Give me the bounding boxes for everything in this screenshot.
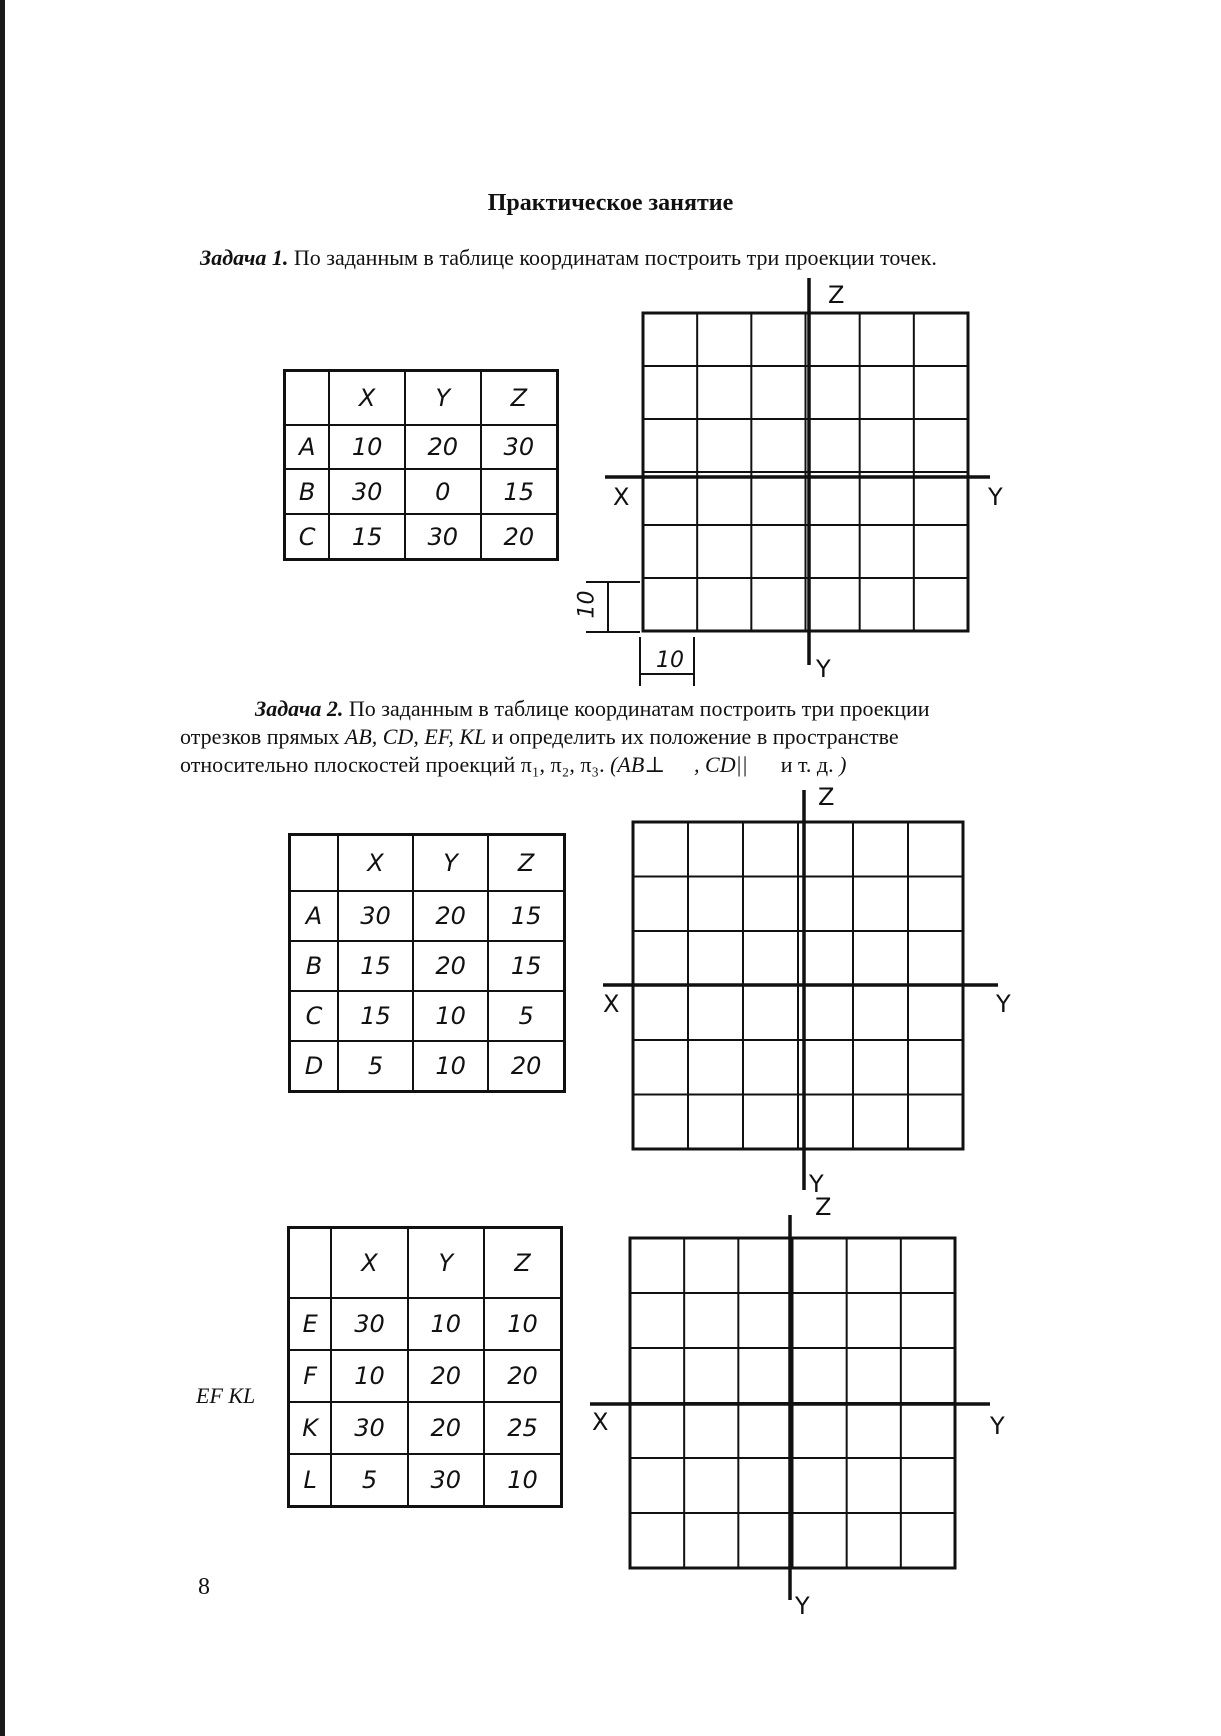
coord-z: 20	[488, 1041, 564, 1092]
coord-y: 10	[413, 1041, 488, 1092]
header-z: Z	[484, 1228, 562, 1298]
axis-y-label: Y	[816, 655, 831, 683]
axis-z-label: Z	[828, 281, 845, 309]
header-x: X	[338, 835, 413, 891]
header-y: Y	[413, 835, 488, 891]
task2-hint-end: и т. д.	[780, 752, 834, 777]
task1-text: По заданным в таблице координатам построить три проекции точек.	[293, 245, 937, 270]
coord-x: 15	[329, 514, 405, 560]
page-number: 8	[198, 1574, 210, 1600]
coord-y: 30	[405, 514, 481, 560]
coord-x: 30	[331, 1402, 407, 1454]
header-x: X	[329, 371, 405, 425]
coord-x: 5	[338, 1041, 413, 1092]
task2-line3-prefix: относительно плоскостей проекций	[180, 752, 516, 777]
point-name: F	[289, 1350, 332, 1402]
coord-z: 20	[484, 1350, 562, 1402]
coord-x: 15	[338, 991, 413, 1041]
coord-x: 30	[329, 469, 405, 514]
side-note: EF KL	[196, 1383, 256, 1408]
point-name: C	[290, 991, 338, 1041]
coord-z: 15	[481, 469, 558, 514]
projection-grid-2	[603, 790, 998, 1190]
task1-label: Задача 1.	[200, 245, 289, 270]
coord-x: 10	[331, 1350, 407, 1402]
coord-z: 10	[484, 1298, 562, 1350]
coord-x: 10	[329, 425, 405, 470]
point-name: D	[290, 1041, 338, 1092]
point-name: A	[285, 425, 330, 470]
coord-x: 30	[331, 1298, 407, 1350]
scale-label-vertical: 10	[574, 590, 600, 619]
axis-y-label: Y	[996, 990, 1011, 1018]
task2-planes: π₁, π₂, π₃.	[520, 752, 605, 777]
axis-y-label: Y	[990, 1412, 1005, 1440]
page-title: Практическое занятие	[487, 190, 734, 216]
header-x: X	[331, 1228, 407, 1298]
projection-grid-1	[605, 278, 990, 665]
point-name: C	[285, 514, 330, 560]
header-z: Z	[481, 371, 558, 425]
coord-y: 0	[405, 469, 481, 514]
scale-label-horizontal: 10	[656, 648, 684, 673]
coord-y: 20	[408, 1350, 484, 1402]
axis-y-label: Y	[809, 1170, 824, 1198]
point-name: B	[285, 469, 330, 514]
coord-z: 25	[484, 1402, 562, 1454]
coord-y: 20	[413, 891, 488, 941]
point-name: A	[290, 891, 338, 941]
task2-line2-suffix: и определить их положение в пространстве	[491, 724, 899, 749]
point-name: E	[289, 1298, 332, 1350]
coord-z: 5	[488, 991, 564, 1041]
axis-z-label: Z	[818, 783, 835, 811]
axis-y-label: Y	[988, 483, 1003, 511]
task2-hint-close: )	[839, 752, 847, 777]
coord-y: 20	[405, 425, 481, 470]
projection-grid-3	[590, 1215, 990, 1600]
coord-z: 10	[484, 1454, 562, 1507]
coord-y: 30	[408, 1454, 484, 1507]
coord-y: 10	[413, 991, 488, 1041]
axis-x-label: X	[613, 483, 630, 511]
coord-x: 5	[331, 1454, 407, 1507]
header-z: Z	[488, 835, 564, 891]
point-name: K	[289, 1402, 332, 1454]
coord-y: 20	[413, 941, 488, 991]
coord-y: 10	[408, 1298, 484, 1350]
coord-y: 20	[408, 1402, 484, 1454]
task2-line1-text: По заданным в таблице координатам построить три проекции	[348, 696, 930, 721]
coord-z: 20	[481, 514, 558, 560]
task2-hint-cd: , CD||	[694, 752, 748, 777]
axis-x-label: X	[603, 990, 620, 1018]
point-name: L	[289, 1454, 332, 1507]
task2-label: Задача 2.	[255, 696, 344, 721]
axis-z-label: Z	[815, 1193, 832, 1221]
axis-y-label: Y	[795, 1592, 810, 1620]
header-y: Y	[408, 1228, 484, 1298]
task2-hint-ab: (AB⊥	[610, 752, 666, 777]
coord-z: 15	[488, 891, 564, 941]
header-y: Y	[405, 371, 481, 425]
coord-x: 30	[338, 891, 413, 941]
axis-x-label: X	[592, 1408, 609, 1436]
point-name: B	[290, 941, 338, 991]
task2-line2-prefix: отрезков прямых	[180, 724, 340, 749]
coord-x: 15	[338, 941, 413, 991]
task2-segments: AB, CD, EF, KL	[344, 724, 487, 749]
coord-z: 30	[481, 425, 558, 470]
coord-z: 15	[488, 941, 564, 991]
